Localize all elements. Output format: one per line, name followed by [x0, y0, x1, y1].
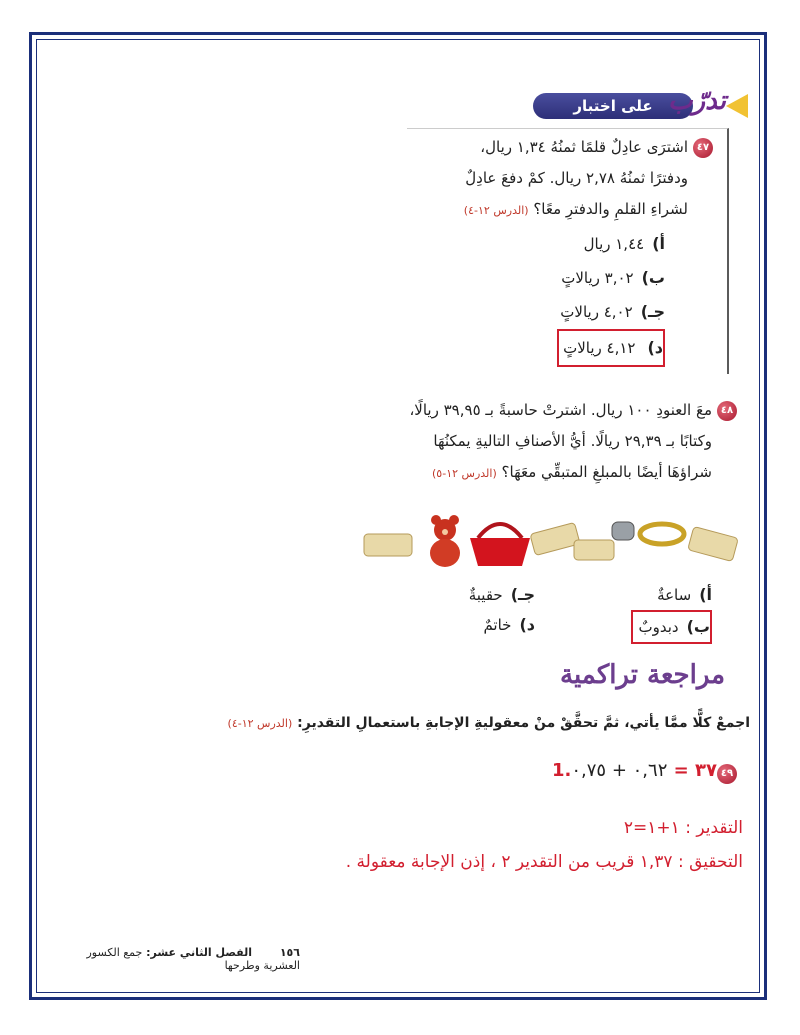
footer-chapter — [50, 946, 300, 972]
question-47-line-1: اشترَى عادِلٌ قلمًا ثمنُهُ ١,٣٤ ريال، — [480, 138, 688, 156]
option-text: ١,٤٤ ريال — [583, 235, 645, 253]
option-letter: جـ) — [510, 585, 535, 604]
lesson-ref: (الدرس ١٢-٤) — [463, 204, 529, 217]
option-a[interactable] — [562, 580, 712, 610]
question-47-line-3-text: لشراءِ القلمِ والدفترِ معًا؟ — [533, 200, 688, 218]
question-49-line — [552, 760, 717, 781]
price-tag-icon — [688, 526, 739, 561]
price-tag-icon — [574, 540, 614, 560]
option-letter: أ) — [652, 234, 665, 253]
option-letter: أ) — [699, 585, 712, 604]
footer-chapter-label: الفصل الثاني عشر: — [146, 946, 252, 959]
question-49-expression: ٠,٦٢ + ٠,٧٥ — [571, 760, 668, 781]
option-c[interactable] — [405, 580, 535, 610]
lesson-ref: (الدرس ١٢-٤) — [227, 717, 293, 730]
option-a[interactable] — [465, 227, 665, 261]
option-letter: ب) — [686, 617, 710, 636]
banner-arrow-icon — [726, 94, 748, 118]
instruction-text: اجمعْ كلًّا ممَّا يأتي، ثمَّ تحقَّقْ منْ معقوليةِ الإجابةِ باستعمالِ التقديرِ: — [297, 715, 750, 731]
items-illustration — [360, 508, 740, 570]
question-47-text — [398, 132, 688, 226]
footer-chapter-title: جمع الكسور العشرية وطرحها — [86, 946, 300, 972]
question-48-line-3 — [292, 457, 712, 489]
footer-page-number: ١٥٦ — [279, 946, 300, 959]
option-b[interactable] — [631, 610, 712, 644]
question-49-badge: ٤٩ — [717, 764, 737, 784]
question-48-line-3-text: شراؤهَا أيضًا بالمبلغِ المتبقِّي معَهَا؟ — [501, 463, 712, 481]
option-text: ٤,٠٢ ريالاتٍ — [560, 303, 633, 321]
practice-banner — [480, 86, 748, 126]
price-tag-icon — [364, 534, 412, 556]
question-48-options-left — [405, 580, 535, 640]
question-47-badge: ٤٧ — [693, 138, 713, 158]
question-47-line-3 — [398, 194, 688, 226]
option-text: خاتمٌ — [483, 616, 512, 634]
ring-icon — [640, 524, 684, 544]
question-48-text — [292, 395, 712, 489]
question-47-options — [465, 227, 665, 367]
option-text: ساعةٌ — [657, 586, 692, 604]
handbag-icon — [470, 524, 530, 566]
option-c[interactable] — [465, 295, 665, 329]
option-letter: د) — [647, 338, 663, 357]
question-48-line-2: وكتابًا بـ ٢٩,٣٩ ريالًا. أيُّ الأصنافِ التاليةِ يمكنُهَا — [433, 432, 712, 450]
question-47-line-2: ودفترًا ثمنُهُ ٢,٧٨ ريال. كمْ دفعَ عادِلٌ — [465, 169, 688, 187]
estimate-line: التقدير : ١+١=٢ — [623, 818, 743, 838]
option-d[interactable] — [405, 610, 535, 640]
check-line: التحقيق : ١,٣٧ قريب من التقدير ٢ ، إذن الإجابة معقولة . — [345, 852, 743, 872]
question-48-line-1: معَ العنودِ ١٠٠ ريال. اشترتْ حاسبةً بـ ٣٩,٩٥ ريالًا، — [409, 401, 712, 419]
teddy-bear-icon — [430, 515, 460, 567]
question-48-badge: ٤٨ — [717, 401, 737, 421]
option-d[interactable] — [557, 329, 665, 367]
question-48-options-right — [562, 580, 712, 644]
option-letter: جـ) — [640, 302, 665, 321]
option-text: حقيبةٌ — [468, 586, 503, 604]
banner-word: تدرّب — [668, 86, 726, 116]
option-text: دبدوبٌ — [638, 618, 679, 636]
lesson-ref: (الدرس ١٢-٥) — [432, 467, 497, 480]
price-tag-icon — [530, 522, 580, 555]
option-letter: ب) — [641, 268, 665, 287]
option-text: ٤,١٢ ريالاتٍ — [563, 339, 636, 357]
option-letter: د) — [519, 615, 535, 634]
option-b[interactable] — [465, 261, 665, 295]
question-49-answer: 1.٣٧ = — [552, 760, 717, 781]
watch-icon — [612, 522, 634, 540]
option-text: ٣,٠٢ ريالاتٍ — [561, 269, 634, 287]
review-instruction — [60, 715, 750, 731]
section-title: مراجعة تراكمية — [560, 660, 726, 690]
banner-ribbon: على اختبار — [533, 93, 693, 119]
